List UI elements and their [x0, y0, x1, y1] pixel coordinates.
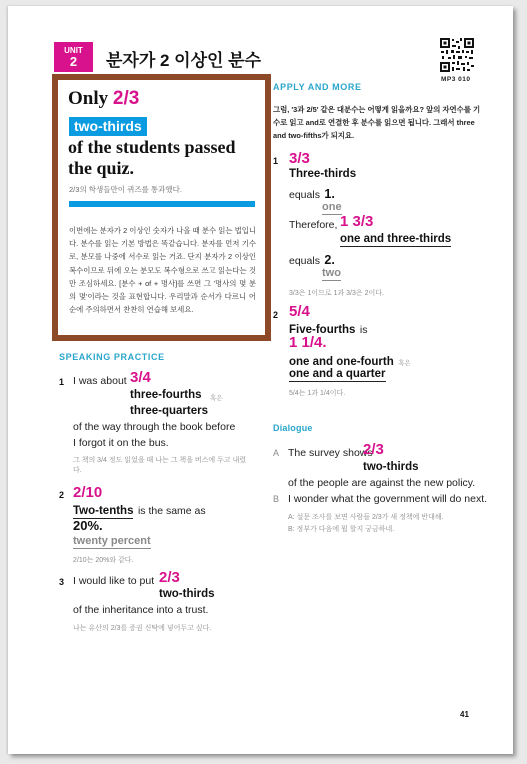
page-number: 41	[460, 710, 469, 719]
dialogue-kr-b: B: 정부가 다음에 뭘 할지 궁금하네.	[288, 526, 395, 533]
unit-number: 2	[69, 54, 78, 69]
am-item-1-reading: Three-thirds	[289, 168, 357, 180]
intro-line3: of the students passed	[68, 137, 236, 157]
am-item-1-fraction: 3/3	[289, 150, 310, 167]
am-item-1-equals1: equals	[289, 189, 320, 201]
am-item-2-reading: Five-fourths	[289, 324, 356, 336]
intro-line1	[68, 88, 139, 110]
intro-line4: the quiz.	[68, 158, 135, 178]
unit-label: UNIT	[64, 46, 83, 55]
sp-item-2-fraction: 2/10	[73, 484, 103, 501]
sp-item-2-line	[73, 501, 206, 519]
dialogue-b-text: I wonder what the government will do next.	[288, 493, 488, 505]
sp-item-2-number: 2	[59, 490, 65, 500]
am-item-1-mixed: 1 3/3	[340, 213, 374, 230]
sp-item-2-value: 20%.	[73, 518, 103, 533]
sp-item-2-reading1: Two-tenths	[73, 505, 134, 517]
intro-fraction: 2/3	[112, 88, 140, 109]
intro-kr-frac: 2/3	[69, 185, 80, 194]
am-item-1-kr: 3/3은 1이므로 1과 3/3은 2이다.	[289, 290, 384, 297]
am-item-2-number: 2	[273, 310, 279, 320]
intro-highlight: two-thirds	[69, 117, 147, 136]
sp-item-3-start: I would like to put	[73, 575, 155, 587]
speaking-practice-heading: SPEAKING PRACTICE	[59, 352, 165, 362]
sp-item-3-kr: 나는 유산의 2/3를 증권 신탁에 넣어두고 싶다.	[73, 625, 212, 632]
apply-and-more-heading: APPLY AND MORE	[273, 82, 362, 92]
dialogue-kr-a: A: 설문 조사를 보면 사람들 2/3가 새 정책에 반대해.	[288, 514, 444, 521]
intro-divider-bar	[69, 201, 255, 207]
sp-item-3-number: 3	[59, 577, 65, 587]
am-item-1-value1-reading: one	[322, 201, 342, 213]
sp-item-3-continuation: of the inheritance into a trust.	[73, 604, 209, 616]
apply-intro: 그럼, '3과 2/5' 같은 대분수는 어떻게 읽을까요? 앞의 자연수를 기수로 읽고 and로 연결한 후 분수를 읽으면 됩니다. 그래서 three and two-fifths가 되지요.	[273, 105, 481, 140]
am-item-2-mixed-reading1: one and one-fourth	[289, 356, 394, 368]
am-item-1-therefore: Therefore,	[289, 219, 338, 231]
page	[8, 6, 513, 754]
intro-box	[52, 74, 271, 341]
sp-item-1-fraction: 3/4	[130, 369, 151, 386]
am-item-2-mixed-reading2: one and a quarter	[289, 368, 386, 380]
sp-item-1-reading1: three-fourths	[130, 389, 202, 401]
intro-explanation: 이번에는 분자가 2 이상인 숫자가 나올 때 분수 읽는 법입니다. 분수를 읽는 기본 방법은 똑같습니다. 분자를 먼저 기수로, 분모를 나중에 서수로 읽는 거죠. 단지 분자가 2 이상인 복수이므로 뒤에 오는 분모도 복수형으로 쓰고 읽는다는 것만 조심하세요. [분수 + of + 명사]를 쓰면 그 '명사의 몇 분의 몇'이라는 것을 표현합니다. 우리말과 순서가 다르니 어순에 주의하면서 찬찬히 연습해 보세요.	[69, 226, 256, 315]
dialogue-heading: Dialogue	[273, 423, 313, 433]
dialogue-a-continuation: of the people are against the new policy.	[288, 477, 476, 489]
intro-only: Only	[68, 88, 109, 109]
sp-item-1-or: 혹은	[210, 395, 223, 402]
sp-item-3-fraction: 2/3	[159, 569, 180, 586]
sp-item-1-number: 1	[59, 377, 65, 387]
sp-item-1-reading2: three-quarters	[130, 405, 208, 417]
sp-item-1-continuation2: I forgot it on the bus.	[73, 437, 169, 449]
mp3-track-label: MP3 010	[441, 76, 471, 83]
unit-badge	[54, 42, 93, 72]
am-item-1-mixed-reading: one and three-thirds	[340, 233, 452, 245]
dialogue-b-label: B	[273, 494, 280, 504]
am-item-2-kr: 5/4는 1과 1/4이다.	[289, 390, 346, 397]
am-item-1-number: 1	[273, 156, 279, 166]
am-item-2-is: is	[359, 324, 368, 336]
intro-kr-rest: 의 학생들만이 퀴즈를 통과했다.	[79, 185, 182, 194]
dialogue-a-fraction: 2/3	[363, 441, 384, 458]
am-item-1-value2-reading: two	[322, 267, 341, 279]
sp-item-2-kr: 2/10는 20%와 같다.	[73, 557, 134, 564]
dialogue-a-reading: two-thirds	[363, 461, 419, 473]
qr-code-icon[interactable]	[439, 37, 475, 73]
sp-item-3-reading1: two-thirds	[159, 588, 215, 600]
sp-item-2-middle: is the same as	[137, 505, 206, 517]
am-item-2-mixed: 1 1/4.	[289, 334, 327, 351]
am-item-1-value2: 2.	[324, 253, 335, 267]
am-item-1-equals2: equals	[289, 255, 320, 267]
am-item-2-or: 혹은	[398, 360, 411, 367]
dialogue-a-label: A	[273, 448, 280, 458]
intro-kr	[69, 184, 182, 195]
am-item-2-fraction: 5/4	[289, 303, 310, 320]
dialogue-a-start: The survey shows	[288, 447, 373, 459]
sp-item-1-continuation: of the way through the book before	[73, 421, 236, 433]
am-item-1-value1: 1.	[324, 187, 335, 201]
sp-item-1-kr: 그 책의 3/4 정도 읽었을 때 나는 그 책을 버스에 두고 내렸다.	[73, 457, 247, 474]
page-title: 분자가 2 이상인 분수	[106, 51, 261, 70]
sp-item-1-start: I was about	[73, 375, 127, 387]
sp-item-2-reading2: twenty percent	[73, 535, 151, 547]
